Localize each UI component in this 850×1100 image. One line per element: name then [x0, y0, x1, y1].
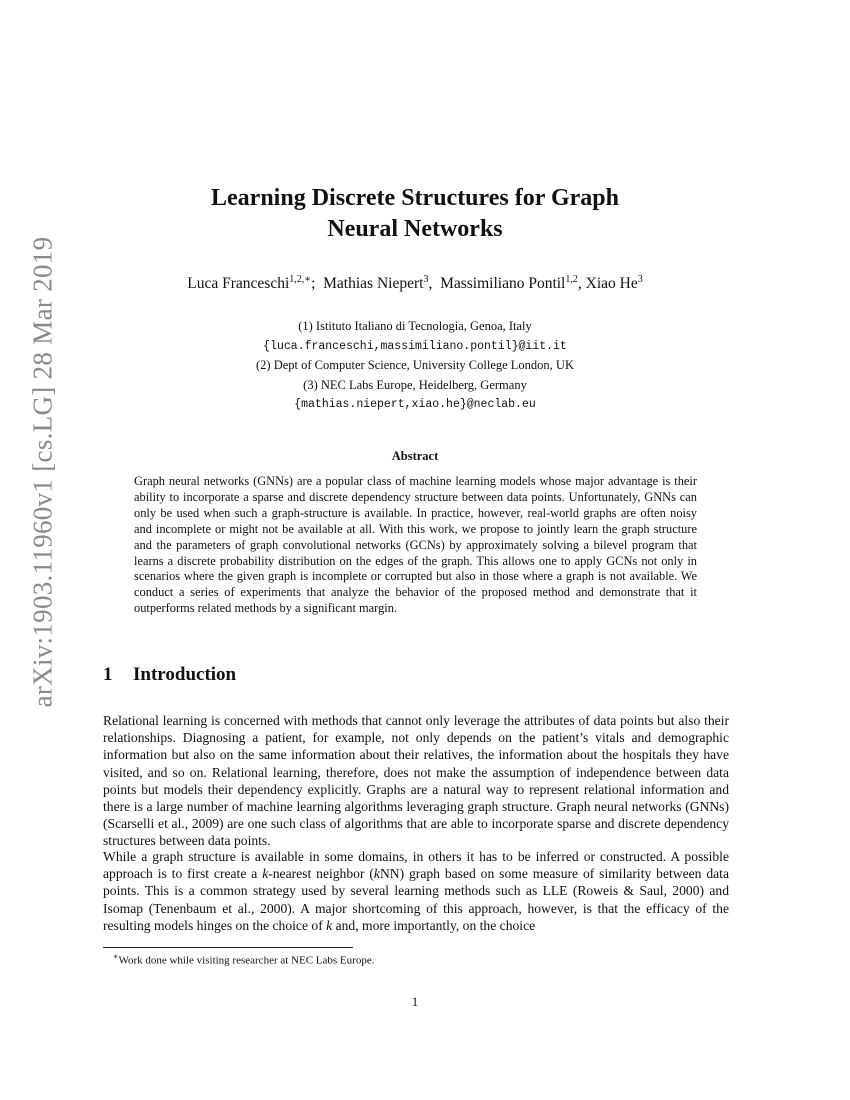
math-variable: k: [262, 866, 269, 882]
footnote-divider: [103, 947, 353, 948]
section-number: 1: [103, 664, 113, 685]
paragraph-text: -nearest neighbor (: [268, 866, 374, 882]
affiliation-line: (2) Dept of Computer Science, University College London, UK: [256, 358, 574, 373]
footnote-text: Work done while visiting researcher at NEC Labs Europe.: [118, 954, 375, 967]
body-paragraph: Relational learning is concerned with methods that cannot only leverage the attributes of data points but also their relationships. Diagnosing a patient, for example, not only depends on the patient’s vitals and demographic information but also on the same information about their relatives, the information about the hospitals they have visited, and so on. Relational learning, therefore, does not make the assumption of independence between data points but models their dependency explicitly. Graphs are a natural way to represent relational information and there is a large number of machine learning algorithms leveraging graph structure. Graph neural networks (GNNs) (Scarselli et al., 2009) are one such class of algorithms that are able to incorporate sparse and discrete dependency structures between data points.: [103, 713, 729, 849]
footnote-mark: ∗: [113, 952, 119, 961]
paragraph-text: While a graph structure is available in some domains, in others it has to be inferred or constructed. A possible approach is to first create a: [103, 849, 729, 882]
author-name: Xiao He: [585, 275, 638, 293]
arxiv-identifier-stamp: arXiv:1903.11960v1 [cs.LG] 28 Mar 2019: [27, 236, 58, 708]
author-affiliation-mark: 3: [637, 274, 643, 285]
author-name: Mathias Niepert: [323, 275, 424, 293]
author-separator: ,: [428, 275, 437, 293]
paragraph-text: NN) graph based on some measure of similarity between data points. This is a common strategy used by several learning methods such as LLE (Roweis & Saul, 2000) and Isomap (Tenenbaum et al., 2000). A major shortcoming of this approach, however, is that the efficacy of the resulting models hinges on the choice of: [103, 866, 729, 933]
title-line-2: Neural Networks: [327, 216, 503, 242]
footnote: [113, 952, 374, 967]
page-number: 1: [411, 994, 419, 1009]
author-separator: ,: [577, 275, 586, 293]
math-variable: k: [326, 917, 333, 933]
author-affiliation-mark: 1,2,∗: [289, 274, 312, 285]
body-paragraph: [103, 848, 729, 934]
paragraph-text: and, more importantly, on the choice: [332, 917, 536, 933]
author-list: [0, 274, 830, 293]
section-heading: [103, 664, 236, 686]
affiliation-line: (3) NEC Labs Europe, Heidelberg, Germany: [303, 377, 527, 392]
abstract-heading: Abstract: [391, 449, 439, 463]
email-line: {mathias.niepert,xiao.he}@neclab.eu: [294, 398, 536, 412]
title-line-1: Learning Discrete Structures for Graph: [211, 185, 619, 211]
affiliation-line: (1) Istituto Italiano di Tecnologia, Genoa, Italy: [298, 319, 532, 333]
author-separator: ;: [311, 275, 320, 293]
affiliations: [0, 317, 830, 415]
abstract-text: Graph neural networks (GNNs) are a popular class of machine learning models whose major advantage is their ability to incorporate a sparse and discrete dependency structure between data points. Unfortunately, GNNs can only be used when such a graph-structure is available. In practice, however, real-world graphs are often noisy and incomplete or might not be available at all. With this work, we propose to jointly learn the graph structure and the parameters of graph convolutional networks (GCNs) by approximately solving a bilevel program that learns a discrete probability distribution on the edges of the graph. This allows one to apply GCNs not only in scenarios where the given graph is incomplete or corrupted but also in those where a graph is not available. We conduct a series of experiments that analyze the behavior of the proposed method and demonstrate that it outperforms related methods by a significant margin.: [134, 474, 697, 616]
math-variable: k: [373, 866, 380, 882]
author-name: Massimiliano Pontil: [440, 275, 566, 293]
author-affiliation-mark: 3: [423, 274, 429, 285]
paper-title: [0, 183, 830, 245]
section-title: Introduction: [133, 664, 237, 685]
email-line: {luca.franceschi,massimiliano.pontil}@iit.it: [263, 339, 567, 353]
author-name: Luca Franceschi: [187, 275, 290, 293]
author-affiliation-mark: 1,2: [565, 274, 578, 285]
